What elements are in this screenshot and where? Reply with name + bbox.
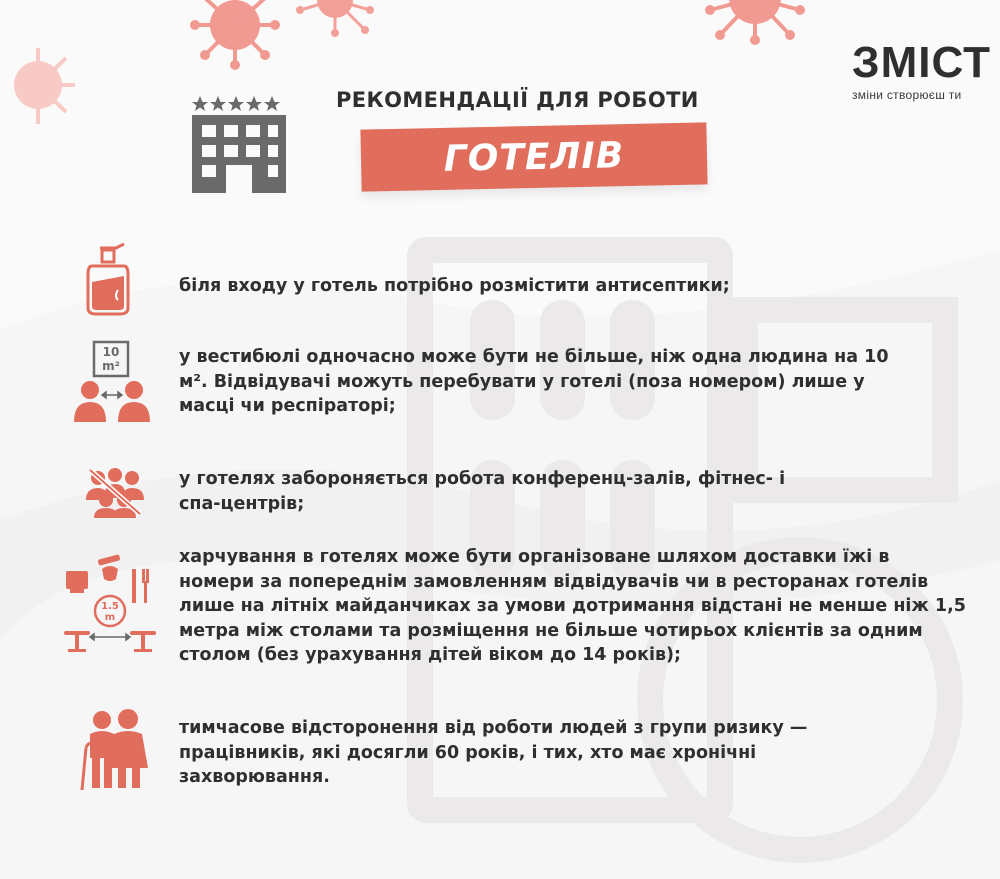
list-item: біля входу у готель потрібно розмістити антисептики; bbox=[179, 276, 730, 296]
virus-decoration-icon bbox=[180, 0, 300, 90]
social-distance-icon bbox=[72, 340, 152, 425]
title-banner-text: ГОТЕЛІВ bbox=[443, 134, 625, 180]
page-title: РЕКОМЕНДАЦІЇ ДЛЯ РОБОТИ bbox=[336, 88, 699, 112]
title-banner bbox=[360, 122, 707, 191]
hand-sanitizer-icon bbox=[80, 238, 136, 316]
list-item: тимчасове відсторонення від роботи людей з групи ризику — працівників, які досягли 60 років, і тих, хто має хронічні захворювання. bbox=[179, 718, 808, 787]
distance-value: 1.5 bbox=[101, 601, 119, 612]
list-item: у вестибюлі одночасно може бути не більше, ніж одна людина на 10 м². Відвідувачі можуть перебувати у готелі (поза номером) лише у масці чи респіраторі; bbox=[179, 347, 889, 416]
logo-tagline: зміни створюєш ти bbox=[852, 88, 962, 102]
no-crowd-icon bbox=[84, 466, 146, 518]
logo-wordmark: ЗМІСТ bbox=[852, 38, 991, 87]
distance-unit: m bbox=[104, 612, 116, 623]
virus-decoration-icon bbox=[285, 0, 395, 45]
virus-decoration-icon bbox=[0, 40, 90, 130]
list-item: харчування в готелях може бути організоване шляхом доставки їжі в номери за попереднім замовленням відвідувачів чи в ресторанах готелів лише на літніх майданчиках за умови дотримання відстані не менше ніж 1,5 метра між столами та розміщення не більше чотирьох клієнтів за одним столом (без урахування дітей віком до 14 років); bbox=[179, 547, 966, 665]
dining-distance-icon bbox=[62, 553, 158, 653]
virus-decoration-icon bbox=[690, 0, 820, 50]
brand-logo[interactable] bbox=[852, 38, 991, 102]
hotel-building-icon bbox=[190, 93, 290, 193]
elderly-couple-icon bbox=[78, 708, 154, 790]
list-item: у готелях забороняється робота конференц-залів, фітнес- і спа-центрів; bbox=[179, 469, 786, 514]
area-unit: m² bbox=[102, 359, 120, 373]
area-label: 10 bbox=[102, 345, 120, 359]
